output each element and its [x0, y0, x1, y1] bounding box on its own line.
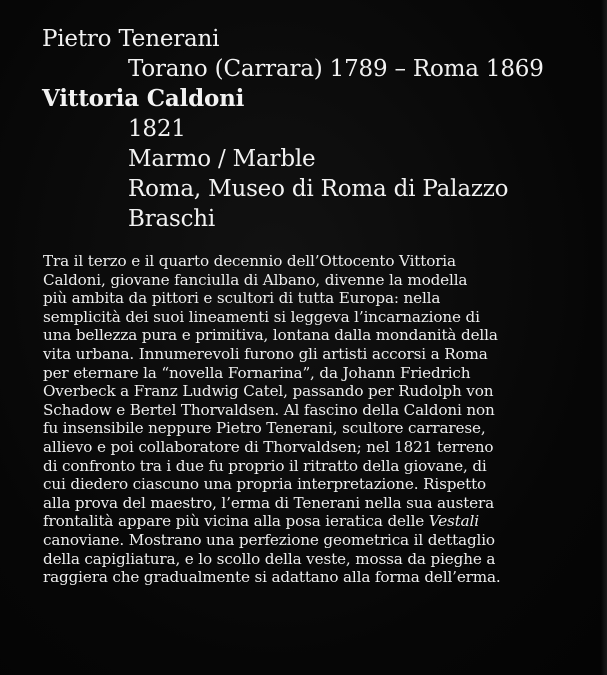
artwork-location: Roma, Museo di Roma di Palazzo	[128, 176, 509, 202]
description-italic-term: Vestali	[428, 512, 479, 531]
description-line: per eternare la “novella Fornarina”, da Johann Friedrich	[43, 363, 471, 382]
description-text: frontalità appare più vicina alla posa ieratica delle	[43, 512, 429, 531]
artwork-description	[43, 252, 591, 587]
description-line: una bellezza pura e primitiva, lontana dalla mondanità della	[43, 326, 498, 345]
description-line: Schadow e Bertel Thorvaldsen. Al fascino della Caldoni non	[43, 400, 495, 419]
description-line: canoviane. Mostrano una perfezione geometrica il dettaglio	[43, 530, 495, 549]
description-line: Tra il terzo e il quarto decennio dell’Ottocento Vittoria	[43, 252, 456, 270]
description-line: Caldoni, giovane fanciulla di Albano, divenne la modella	[43, 270, 468, 289]
description-line: di confronto tra i due fu proprio il ritratto della giovane, di	[43, 456, 487, 475]
artwork-title: Vittoria Caldoni	[42, 85, 245, 112]
artwork-location-continued: Braschi	[128, 206, 216, 232]
description-line: Overbeck a Franz Ludwig Catel, passando per Rudolph von	[43, 382, 494, 401]
description-line: vita urbana. Innumerevoli furono gli artisti accorsi a Roma	[43, 344, 488, 363]
description-line: semplicità dei suoi lineamenti si leggeva l’incarnazione di	[43, 307, 480, 326]
artist-name: Pietro Tenerani	[42, 26, 220, 52]
description-line: della capigliatura, e lo scollo della veste, mossa da pieghe a	[43, 549, 496, 568]
description-line: più ambita da pittori e scultori di tutta Europa: nella	[43, 289, 441, 308]
description-line: raggiera che gradualmente si adattano alla forma dell’erma.	[43, 568, 501, 587]
artwork-year: 1821	[128, 116, 186, 142]
artwork-material: Marmo / Marble	[128, 146, 316, 172]
artist-dates: Torano (Carrara) 1789 – Roma 1869	[128, 56, 544, 82]
artwork-caption	[42, 24, 582, 234]
description-line	[43, 512, 591, 531]
description-line: cui diedero ciascuno una propria interpretazione. Rispetto	[43, 475, 487, 494]
description-line: alla prova del maestro, l’erma di Tenerani nella sua austera	[43, 493, 495, 512]
description-line: allievo e poi collaboratore di Thorvaldsen; nel 1821 terreno	[43, 437, 494, 456]
description-line: fu insensibile neppure Pietro Tenerani, scultore carrarese,	[43, 419, 486, 438]
panel-edge	[601, 0, 607, 675]
